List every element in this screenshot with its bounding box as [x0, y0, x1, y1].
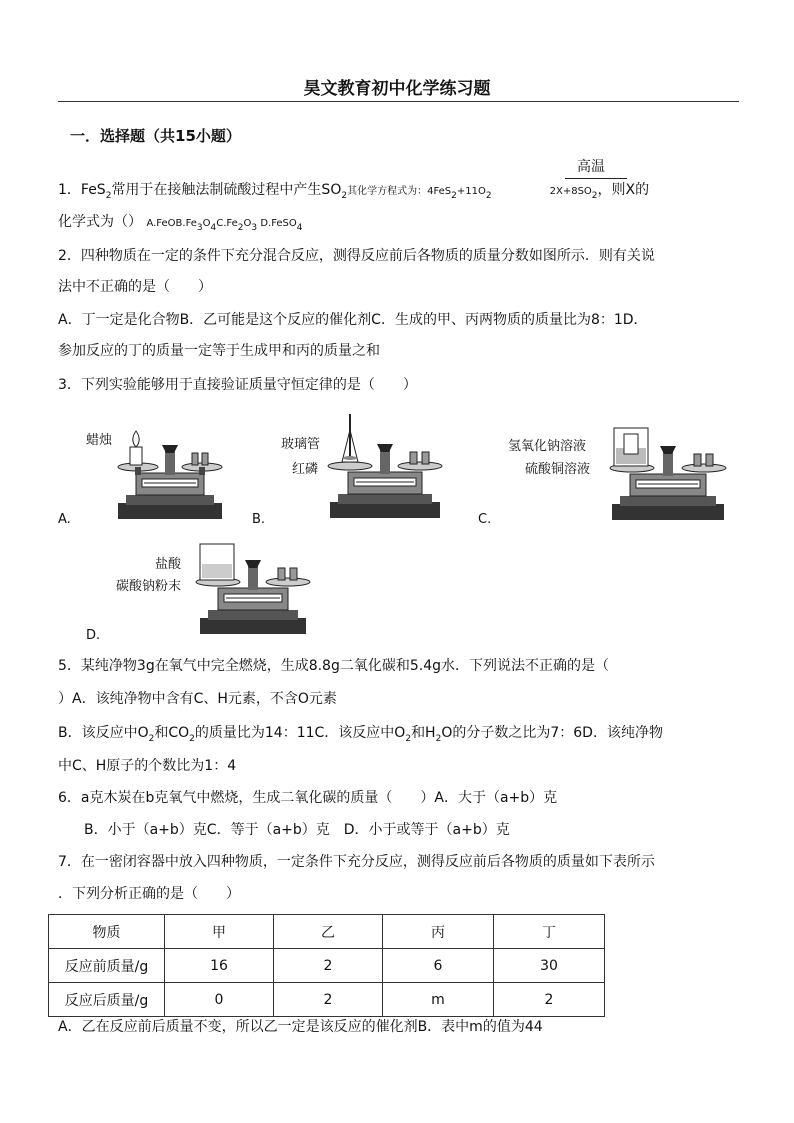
- option-c: C.: [478, 512, 492, 527]
- table-header-row: [49, 915, 605, 949]
- table-cell: 丙: [383, 915, 494, 949]
- label-hydrochloric-acid: 盐酸: [155, 557, 182, 572]
- q2-line-1: 2．四种物质在一定的条件下充分混合反应，测得反应前后各物质的质量分数如图所示．则有关说: [58, 248, 655, 264]
- label-glass-tube: 玻璃管: [281, 437, 321, 452]
- q7-line-2: ．下列分析正确的是（ ）: [58, 886, 240, 902]
- table-cell: m: [383, 983, 494, 1017]
- table-cell: 16: [165, 949, 274, 983]
- table-cell: 物质: [49, 915, 165, 949]
- reaction-condition: 高温: [577, 159, 605, 175]
- reaction-arrow-bar: [565, 178, 627, 179]
- q5-line-4: 中C、H原子的个数比为1：4: [58, 758, 237, 774]
- balance-candle-image: [110, 425, 230, 525]
- label-cuso4-solution: 硫酸铜溶液: [525, 462, 591, 477]
- option-b: B.: [252, 512, 266, 527]
- table-cell: 6: [383, 949, 494, 983]
- q5-line-2: ）A．该纯净物中含有C、H元素，不含O元素: [58, 691, 337, 707]
- table-cell: 丁: [494, 915, 605, 949]
- option-a: A.: [58, 512, 71, 527]
- q3-stem: 3．下列实验能够用于直接验证质量守恒定律的是（ ）: [58, 377, 417, 393]
- q7-line-1: 7．在一密闭容器中放入四种物质，一定条件下充分反应，测得反应前后各物质的质量如下表所示: [58, 854, 655, 870]
- balance-naoh-cuso4-image: [600, 420, 735, 526]
- title-rule: [58, 101, 739, 102]
- table-cell: 0: [165, 983, 274, 1017]
- table-cell: 反应前质量/g: [49, 949, 165, 983]
- document-title: 昊文教育初中化学练习题: [303, 79, 491, 99]
- table-cell: 甲: [165, 915, 274, 949]
- q5-line-3: B．该反应中$O_2$和$CO_2$的质量比为14：11C．该反应中$O_2$和$H_2O$的分子数之比为7：6D．该纯净物: [58, 725, 663, 744]
- label-naoh-solution: 氢氧化钠溶液: [508, 439, 587, 454]
- q6-line-1: 6．a克木炭在b克氧气中燃烧，生成二氧化碳的质量（ ）A．大于（a+b）克: [58, 790, 558, 806]
- q6-line-2: B．小于（a+b）克C．等于（a+b）克 D．小于或等于（a+b）克: [84, 822, 510, 838]
- table-cell: 乙: [274, 915, 383, 949]
- balance-red-phosphorus-image: [320, 412, 450, 524]
- table-row: [49, 949, 605, 983]
- q1-line-1: 1．FeS$_2$常用于在接触法制硫酸过程中产生$SO_2$其化学方程式为：$4FeS_2+11O_2$ $2X+8SO_2$，则X的: [58, 182, 650, 201]
- table-cell: 2: [494, 983, 605, 1017]
- table-cell: 30: [494, 949, 605, 983]
- balance-hcl-na2co3-image: [190, 538, 315, 640]
- table-cell: 2: [274, 983, 383, 1017]
- q1-line-2: 化学式为（） $A.FeOB.Fe_3O_4C.Fe_2O_3$ D.FeSO$_4$: [58, 214, 303, 233]
- section-heading: 一．选择题（共15小题）: [70, 127, 241, 145]
- q7-line-3: A．乙在反应前后质量不变，所以乙一定是该反应的催化剂B．表中m的值为44: [58, 1019, 543, 1035]
- table-cell: 2: [274, 949, 383, 983]
- label-red-phosphorus: 红磷: [292, 462, 319, 477]
- q2-line-2: 法中不正确的是（ ）: [58, 279, 212, 295]
- q5-line-1: 5．某纯净物3g在氧气中完全燃烧，生成8.8g二氧化碳和5.4g水．下列说法不正确的是（: [58, 658, 610, 674]
- label-candle: 蜡烛: [86, 433, 113, 448]
- label-sodium-carbonate: 碳酸钠粉末: [116, 579, 182, 594]
- option-d: D.: [86, 628, 101, 643]
- q2-line-4: 参加反应的丁的质量一定等于生成甲和丙的质量之和: [58, 343, 380, 359]
- table-row: [49, 983, 605, 1017]
- mass-table: [48, 914, 605, 1017]
- table-cell: 反应后质量/g: [49, 983, 165, 1017]
- q2-line-3: A．丁一定是化合物B．乙可能是这个反应的催化剂C．生成的甲、丙两物质的质量比为8：1D．: [58, 312, 648, 328]
